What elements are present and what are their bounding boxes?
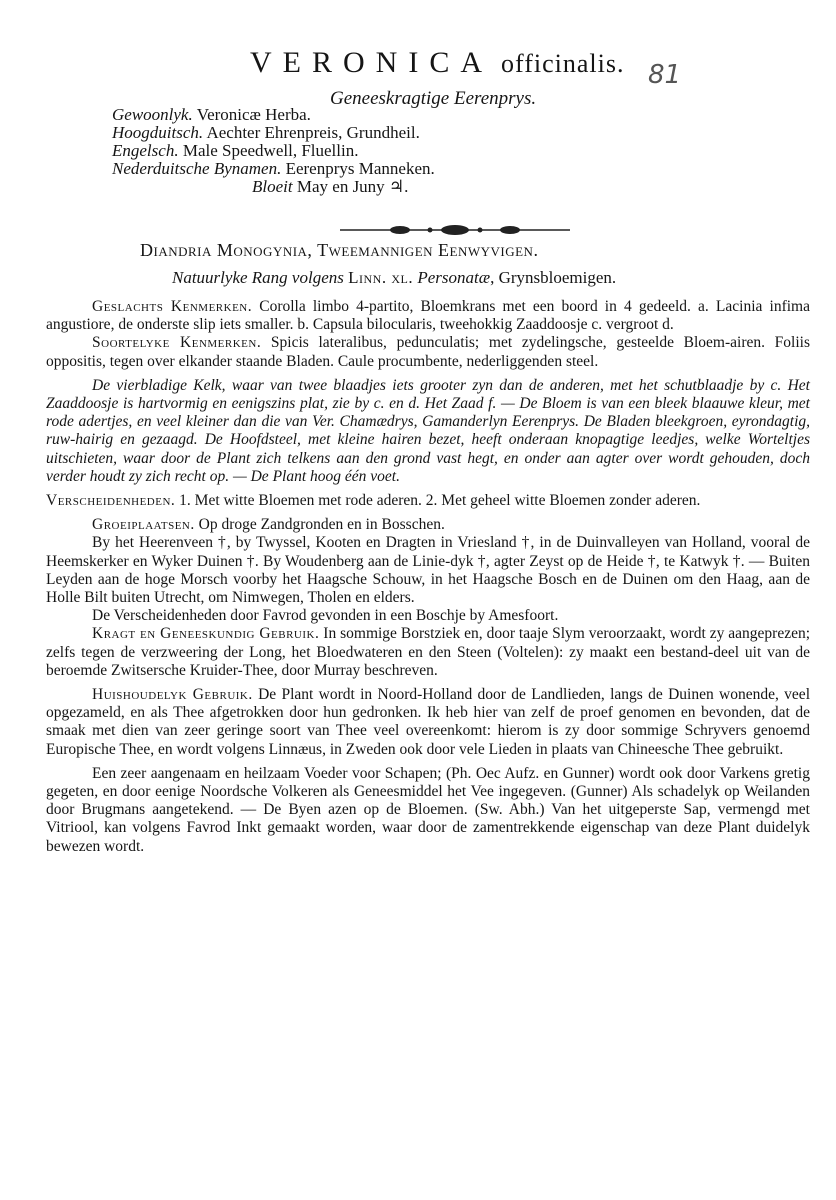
name-row: [112, 142, 435, 160]
section-heading: Kragt en Geneeskundig Gebruik.: [92, 625, 320, 643]
name-label: Hoogduitsch.: [112, 123, 204, 142]
section-text: Op droge Zandgronden en in Bosschen.: [198, 516, 445, 534]
section-heading: Geslachts Kenmerken.: [92, 298, 253, 315]
name-value: May en Juny ♃.: [296, 177, 409, 196]
varieties: [46, 492, 810, 510]
name-value: Eerenprys Manneken.: [285, 159, 435, 178]
section-text: In sommige Borstziek en, door taaje Slym veroorzaakt, wordt zy aangeprezen; zelfs tegen de verzweering der Long, het Bloedwateren en den Steen (Voltelen): zy maakt een bestand-deel uit van de beroemde Zwitsersche Kruider-Thee, door Murray beschreven.: [46, 625, 811, 679]
section-text: De Plant wordt in Noord-Holland door de Landlieden, langs de Duinen wonende, veel opgezameld, en als Thee afgetrokken door hun gedronken. Ik heb hier van zelf de proef genomen en bevonden, dat de smaak met dien van zeer geringe soort van Thee veel overeenkomt: hierom is zy door sommige Schryvers genoemd Europische Thee, en wordt volgens Linnæus, in Zweden ook door vele Lieden in plaats van Chineesche Thee gebruikt.: [46, 686, 810, 758]
section-text: Corolla limbo 4-partito, Bloemkrans met een boord in 4 gedeeld. a. Lacinia infima angustiore, de onderste slip iets smaller. b. Capsula bilocularis, tweehokkig Zaaddoosje c. vergroot d.: [46, 298, 810, 334]
name-value: Veronicæ Herba.: [196, 105, 311, 124]
genus-name: VERONICA: [250, 46, 493, 79]
section-text: 1. Met witte Bloemen met rode aderen. 2. Met geheel witte Bloemen zonder aderen.: [179, 492, 701, 510]
varieties-note: De Verscheidenheden door Favrod gevonden in een Boschje by Amesfoort.: [92, 607, 559, 625]
page-title: [250, 46, 624, 80]
habitats: [46, 516, 810, 534]
habitat-locations: By het Heerenveen †, by Twyssel, Kooten en Dragten in Vriesland †, in de Duinvalleyen van Holland, vooral de Heemskerker en Wyker Duinen †. By Woudenberg aan de Linie-dyk †, agter Zeyst op de Heide †, te Katwyk †. — Buiten Leyden aan de hoge Morsch voorby het Haagsche Schouw, in het Haagsche Bosch en de Duinen om den Haag, aan de Holle Bilt buiten Utrecht, om Nimwegen, Tholen en elders.: [46, 534, 810, 607]
body-text: [46, 298, 810, 856]
name-label: Bloeit: [252, 177, 293, 196]
section-heading: Soortelyke Kenmerken.: [92, 334, 262, 352]
genus-characters: [46, 298, 810, 334]
dutch-name: Geneeskragtige Eerenprys.: [330, 88, 537, 109]
description: De vierbladige Kelk, waar van twee blaadjes iets grooter zyn dan de anderen, met het schutblaadje by c. Het Zaaddoosje is hartvormig en eenigszins plat, zie by c. en d. Het Zaad f. — De Bloem is van een bleek blaauwe kleur, met rode adertjes, en veel kleiner dan die van Ver. Chamædrys, Gamanderlyn Eerenprys. De Bladen bleekgroen, eyrondagtig, ruw-hairig en gezaagd. De Hoofdsteel, met kleine hairen bezet, heeft onderaan knopagtige leedjes, welke Worteltjes uitschieten, waar door de Plant zich telkens aan den grond vast hegt, en onder aan agter over wordt gehouden, doch verder houdt zy zich recht op. — De Plant hoog één voet.: [46, 376, 810, 485]
name-label: Gewoonlyk.: [112, 105, 193, 124]
medicinal-use: [46, 625, 810, 680]
name-label: Nederduitsche Bynamen.: [112, 159, 282, 178]
ornament-divider: [340, 222, 570, 238]
natural-order-dutch: , Grynsbloemigen.: [490, 268, 617, 287]
name-value: Male Speedwell, Fluellin.: [182, 141, 359, 160]
linnaean-class: Diandria Monogynia, Tweemannigen Eenwyvigen.: [140, 240, 539, 260]
natural-order-author: Linn. xl.: [348, 268, 414, 287]
name-row: [112, 160, 435, 178]
species-characters: [46, 334, 810, 370]
section-heading: Verscheidenheden.: [46, 492, 176, 510]
flowering-row: [112, 178, 435, 196]
name-value: Aechter Ehrenpreis, Grundheil.: [206, 123, 420, 142]
household-use: [46, 686, 810, 759]
section-heading: Groeiplaatsen.: [92, 516, 195, 534]
closing-paragraph: Een zeer aangenaam en heilzaam Voeder voor Schapen; (Ph. Oec Aufz. en Gunner) wordt ook door Varkens gretig gegeten, en door eenige Noordsche Volkeren als Geneesmiddel het Vee ingegeven. (Gunner) Als schadelyk op Weilanden door Brugmans aangetekend. — De Byen azen op de Bloemen. (Sw. Abh.) Van het uitgeperste Sap, vermengd met Vitriool, kan volgens Favrod Inkt gemaakt worden, waar door de zamentrekkende eigenschap van deze Plant duidelyk bewezen wordt.: [46, 764, 810, 855]
natural-order: [172, 268, 616, 288]
page-number: 81: [648, 60, 682, 90]
vernacular-names: [112, 106, 435, 196]
name-label: Engelsch.: [112, 141, 179, 160]
section-text: Spicis lateralibus, pedunculatis; met zydelingsche, gesteelde Bloem-airen. Foliis oppositis, tegen over elkander staande Bladen. Caule procumbente, nederliggenden steel.: [46, 334, 811, 370]
section-heading: Huishoudelyk Gebruik.: [92, 686, 253, 704]
species-name: officinalis.: [501, 49, 625, 78]
natural-order-lead: Natuurlyke Rang volgens: [172, 268, 344, 287]
natural-order-name: Personatæ: [417, 268, 491, 287]
name-row: [112, 124, 435, 142]
name-row: [112, 106, 435, 124]
